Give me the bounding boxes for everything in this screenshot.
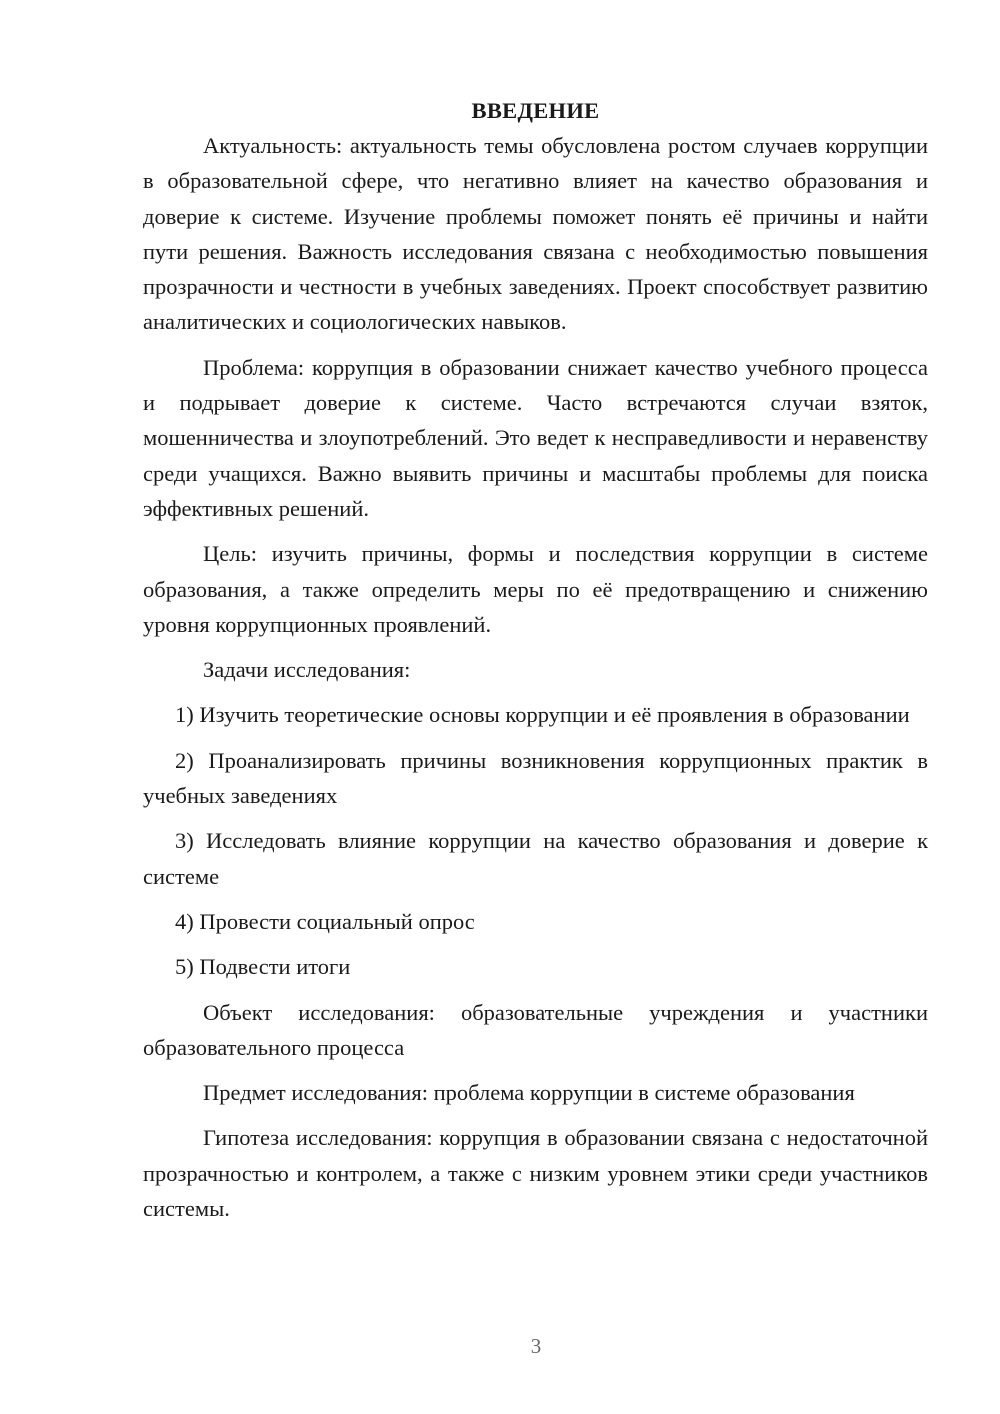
problem-paragraph: Проблема: коррупция в образовании снижает качество учебного процесса и подрывает доверие к системе. Часто встречаются случаи взяток, мошенничества и злоупотреблений. Это ведет к несправедливости и неравенству среди учащихся. Важно выявить причины и масштабы проблемы для поиска эффективных решений. [143, 354, 928, 521]
tasks-heading: Задачи исследования: [203, 657, 411, 683]
document-page [143, 93, 928, 1236]
page-number: 3 [530, 1334, 542, 1358]
object-paragraph: Объект исследования: образовательные учреждения и участники образовательного процесса [143, 999, 928, 1060]
hypothesis-paragraph: Гипотеза исследования: коррупция в образовании связана с недостаточной прозрачностью и контролем, а также с низким уровнем этики среди участников системы. [143, 1125, 928, 1222]
task-item-1: 1) Изучить теоретические основы коррупции и её проявления в образовании [175, 702, 910, 728]
subject-paragraph: Предмет исследования: проблема коррупции в системе образования [203, 1080, 855, 1106]
relevance-paragraph: Актуальность: актуальность темы обусловлена ростом случаев коррупции в образовательной сфере, что негативно влияет на качество образования и доверие к системе. Изучение проблемы поможет понять её причины и найти пути решения. Важность исследования связана с необходимостью повышения прозрачности и честности в учебных заведениях. Проект способствует развитию аналитических и социологических навыков. [143, 133, 928, 335]
goal-paragraph: Цель: изучить причины, формы и последствия коррупции в системе образования, а также определить меры по её предотвращению и снижению уровня коррупционных проявлений. [143, 541, 928, 637]
section-title: ВВЕДЕНИЕ [471, 98, 600, 123]
task-item-3: 3) Исследовать влияние коррупции на качество образования и доверие к системе [143, 828, 928, 889]
task-item-4: 4) Провести социальный опрос [175, 908, 475, 934]
task-item-5: 5) Подвести итоги [175, 954, 351, 980]
task-item-2: 2) Проанализировать причины возникновения коррупционных практик в учебных заведениях [143, 747, 928, 809]
